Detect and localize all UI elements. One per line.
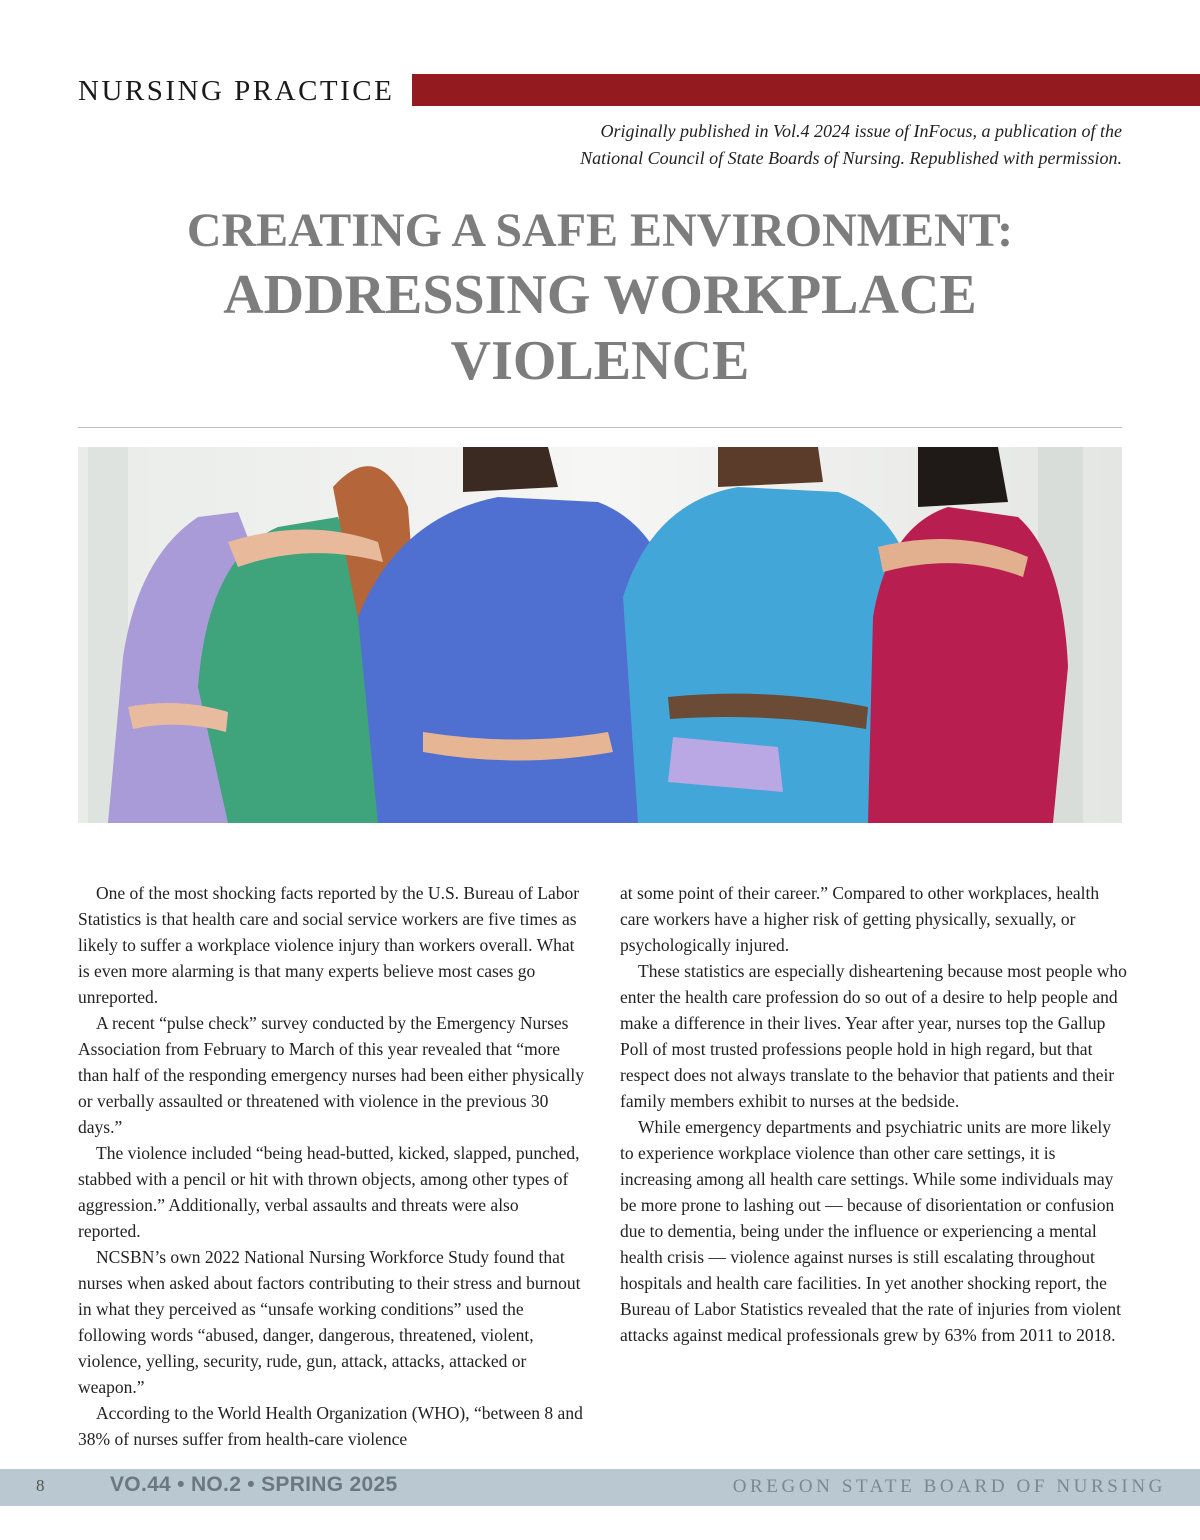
headline-line: ADDRESSING WORKPLACE — [223, 264, 977, 326]
accent-bar — [412, 74, 1200, 106]
section-label: NURSING PRACTICE — [78, 75, 395, 107]
headline-line: CREATING A SAFE ENVIRONMENT: — [186, 204, 1014, 257]
article-paragraph: While emergency departments and psychiatric units are more likely to experience workplace violence than other care settings, it is increasing among all health care settings. While some individuals may be more prone to lashing out — because of disorientation or confusion due to dementia, being under the influence or experiencing a mental health crisis — violence against nurses is still escalating throughout hospitals and health care facilities. In yet another shocking report, the Bureau of Labor Statistics revealed that the rate of injuries from violent attacks against medical professionals grew by 63% from 2011 to 2018. — [620, 1117, 1122, 1345]
organization-name: OREGON STATE BOARD OF NURSING — [732, 1476, 1166, 1497]
nurse-hair-dark — [463, 447, 558, 492]
article-column-left — [78, 880, 585, 1452]
hero-photo-nurses-embracing — [78, 447, 1122, 823]
headline-divider — [78, 427, 1122, 428]
publication-note-line: Originally published in Vol.4 2024 issue of InFocus, a publication of the — [600, 121, 1122, 141]
article-paragraph: These statistics are especially disheartening because most people who enter the health care profession do so out of a desire to help people and make a difference in their lives. Year after year, nurses top the Gallup Poll of most trusted professions people hold in high regard, but that respect does not always translate to the behavior that patients and their family members exhibit to nurses at the bedside. — [620, 961, 1127, 1111]
publication-note — [422, 118, 1122, 172]
nurse-hair-black — [918, 447, 1008, 507]
article-paragraph: NCSBN’s own 2022 National Nursing Workforce Study found that nurses when asked about factors contributing to their stress and burnout in what they perceived as “unsafe working conditions” used the following words “abused, danger, dangerous, threatened, violent, violence, yelling, security, rude, gun, attack, attacks, attacked or weapon.” — [78, 1247, 581, 1397]
article-paragraph: One of the most shocking facts reported by the U.S. Bureau of Labor Statistics is that health care and social service workers are five times as likely to suffer a workplace violence injury than workers overall. What is even more alarming is that many experts believe most cases go unreported. — [78, 883, 580, 1007]
article-column-right — [620, 880, 1127, 1348]
issue-label: VO.44 • NO.2 • SPRING 2025 — [110, 1473, 398, 1496]
article-paragraph: According to the World Health Organization (WHO), “between 8 and 38% of nurses suffer from health-care violence — [78, 1403, 583, 1449]
publication-note-line: National Council of State Boards of Nursing. Republished with permission. — [580, 148, 1122, 168]
article-paragraph: A recent “pulse check” survey conducted by the Emergency Nurses Association from February to March of this year revealed that “more than half of the responding emergency nurses had been either physically or verbally assaulted or threatened with violence in the previous 30 days.” — [78, 1013, 585, 1137]
article-paragraph: The violence included “being head-butted, kicked, slapped, punched, stabbed with a pencil or hit with thrown objects, among other types of aggression.” Additionally, verbal assaults and threats were also reported. — [78, 1143, 580, 1241]
page-number: 8 — [36, 1476, 45, 1495]
headline-line: VIOLENCE — [450, 330, 750, 392]
article-headline — [78, 200, 1122, 394]
nurse-hair-brown — [718, 447, 823, 487]
article-paragraph: at some point of their career.” Compared to other workplaces, health care workers have a higher risk of getting physically, sexually, or psychologically injured. — [620, 883, 1100, 955]
